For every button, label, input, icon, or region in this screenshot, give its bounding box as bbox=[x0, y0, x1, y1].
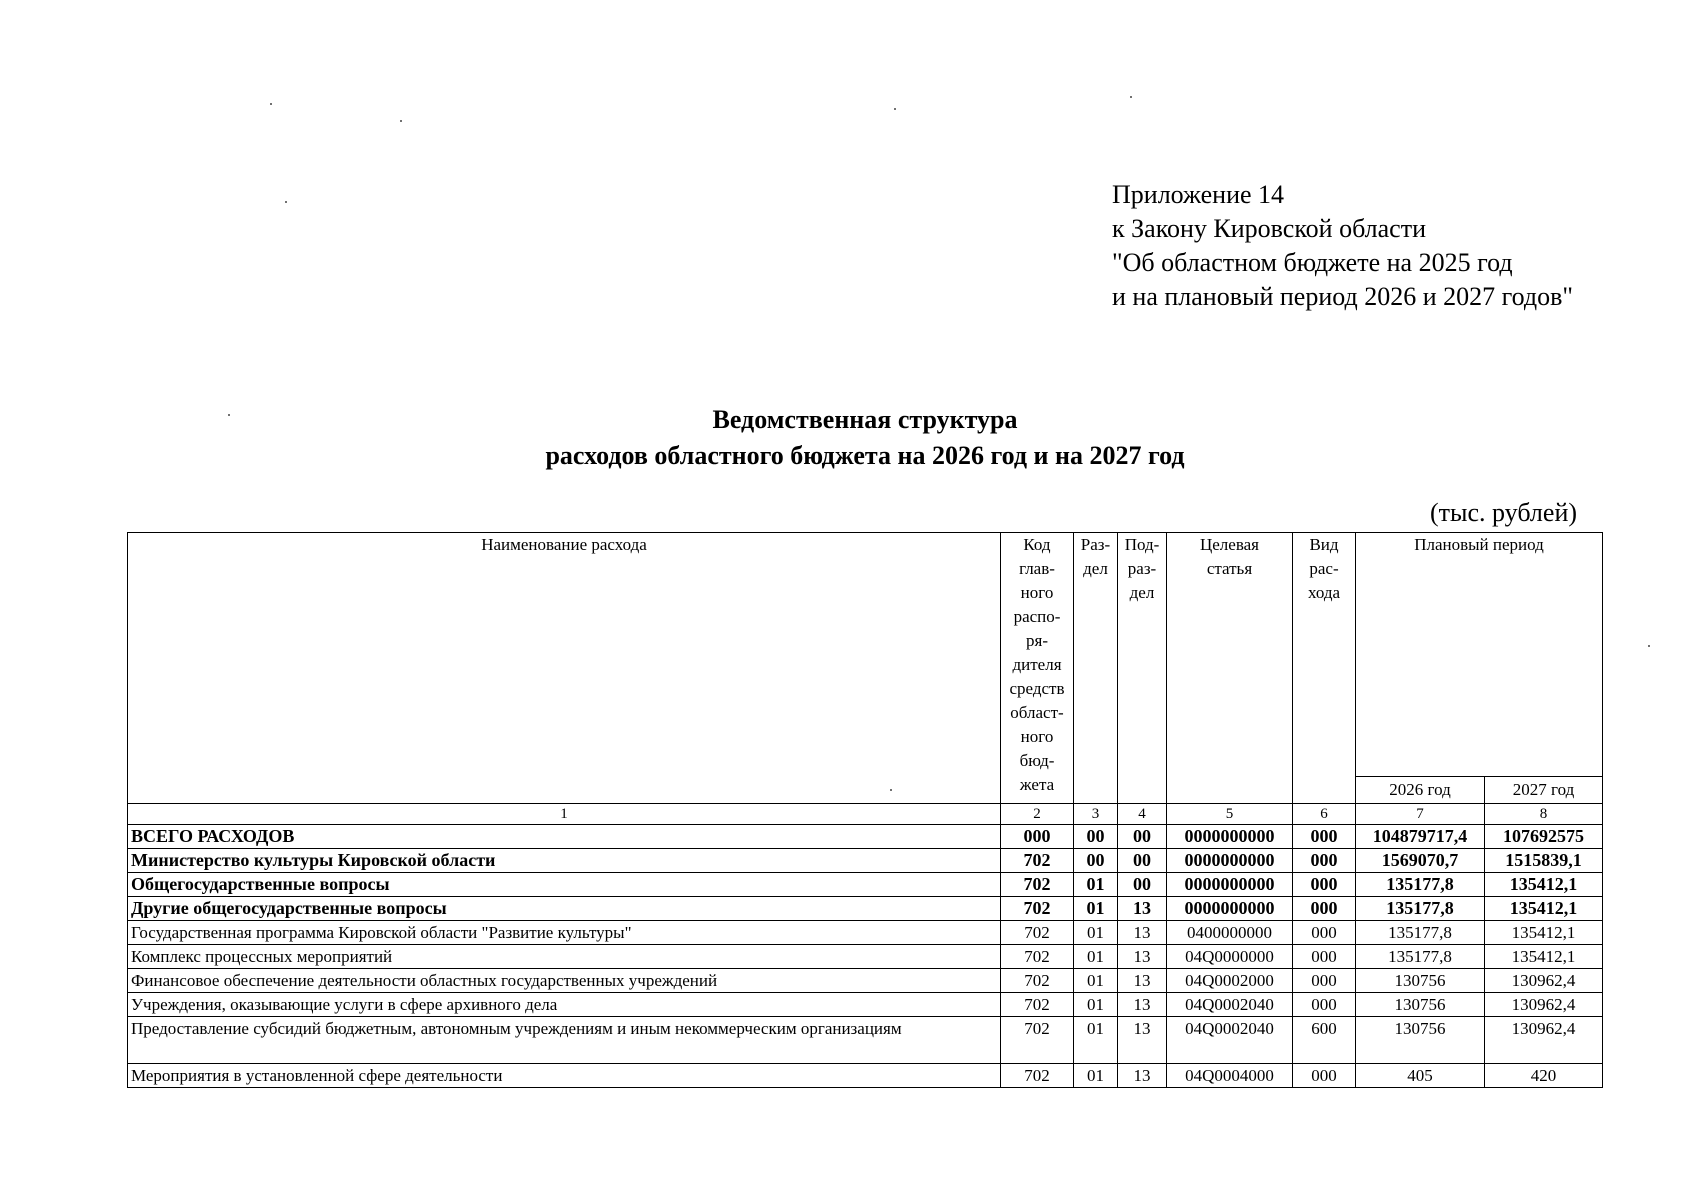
row-2026: 405 bbox=[1356, 1064, 1485, 1088]
header-row bbox=[128, 533, 1603, 777]
table-row bbox=[128, 993, 1603, 1017]
column-numbers-row bbox=[128, 804, 1603, 825]
row-code: 702 bbox=[1001, 1017, 1074, 1064]
row-subsection: 13 bbox=[1118, 1017, 1167, 1064]
row-type: 000 bbox=[1293, 921, 1356, 945]
units-label: (тыс. рублей) bbox=[1430, 498, 1578, 527]
budget-table bbox=[127, 532, 1603, 1088]
row-section: 01 bbox=[1074, 921, 1118, 945]
row-2027: 130962,4 bbox=[1485, 993, 1603, 1017]
table-row bbox=[128, 825, 1603, 849]
row-section: 00 bbox=[1074, 825, 1118, 849]
row-name: Министерство культуры Кировской области bbox=[128, 849, 1001, 873]
row-name: Предоставление субсидий бюджетным, автономным учреждениям и иным некоммерческим организациям bbox=[128, 1017, 1001, 1064]
scan-speck bbox=[400, 120, 402, 122]
title-line-1: Ведомственная структура bbox=[712, 405, 1018, 434]
row-2027: 135412,1 bbox=[1485, 945, 1603, 969]
row-target: 0000000000 bbox=[1167, 825, 1293, 849]
row-target: 04Q0004000 bbox=[1167, 1064, 1293, 1088]
row-type: 600 bbox=[1293, 1017, 1356, 1064]
col-number: 5 bbox=[1167, 804, 1293, 825]
header-period: Плановый период bbox=[1356, 533, 1603, 777]
row-2027: 130962,4 bbox=[1485, 1017, 1603, 1064]
row-type: 000 bbox=[1293, 1064, 1356, 1088]
appendix-line-1: Приложение 14 bbox=[1112, 180, 1285, 209]
row-subsection: 13 bbox=[1118, 993, 1167, 1017]
scan-speck bbox=[270, 103, 272, 105]
scan-speck bbox=[1130, 96, 1132, 98]
col-number: 7 bbox=[1356, 804, 1485, 825]
row-name: Общегосударственные вопросы bbox=[128, 873, 1001, 897]
table-row bbox=[128, 897, 1603, 921]
row-subsection: 00 bbox=[1118, 825, 1167, 849]
col-number: 4 bbox=[1118, 804, 1167, 825]
row-subsection: 00 bbox=[1118, 849, 1167, 873]
col-number: 1 bbox=[128, 804, 1001, 825]
appendix-block bbox=[1112, 178, 1573, 314]
row-target: 0000000000 bbox=[1167, 897, 1293, 921]
col-number: 3 bbox=[1074, 804, 1118, 825]
row-2026: 135177,8 bbox=[1356, 921, 1485, 945]
row-2026: 135177,8 bbox=[1356, 945, 1485, 969]
row-subsection: 13 bbox=[1118, 921, 1167, 945]
table-row bbox=[128, 945, 1603, 969]
scan-speck bbox=[1648, 645, 1650, 647]
row-subsection: 13 bbox=[1118, 1064, 1167, 1088]
scan-speck bbox=[890, 789, 892, 791]
header-name bbox=[128, 533, 1001, 804]
row-2026: 135177,8 bbox=[1356, 873, 1485, 897]
header-code: Код глав- ного распо- ря- дителя средств област- ного бюд- жета bbox=[1001, 533, 1074, 804]
row-2027: 135412,1 bbox=[1485, 897, 1603, 921]
row-code: 000 bbox=[1001, 825, 1074, 849]
row-type: 000 bbox=[1293, 993, 1356, 1017]
row-subsection: 13 bbox=[1118, 945, 1167, 969]
col-number: 2 bbox=[1001, 804, 1074, 825]
row-code: 702 bbox=[1001, 873, 1074, 897]
row-name: Государственная программа Кировской области "Развитие культуры" bbox=[128, 921, 1001, 945]
scan-speck bbox=[228, 414, 230, 416]
row-target: 04Q0002040 bbox=[1167, 1017, 1293, 1064]
row-code: 702 bbox=[1001, 921, 1074, 945]
row-section: 01 bbox=[1074, 897, 1118, 921]
row-section: 01 bbox=[1074, 1017, 1118, 1064]
table-row bbox=[128, 1064, 1603, 1088]
row-2026: 1569070,7 bbox=[1356, 849, 1485, 873]
row-type: 000 bbox=[1293, 945, 1356, 969]
header-subsection: Под- раз- дел bbox=[1118, 533, 1167, 804]
row-name: Мероприятия в установленной сфере деятельности bbox=[128, 1064, 1001, 1088]
header-target: Целевая статья bbox=[1167, 533, 1293, 804]
row-2027: 1515839,1 bbox=[1485, 849, 1603, 873]
row-target: 04Q0002040 bbox=[1167, 993, 1293, 1017]
row-code: 702 bbox=[1001, 969, 1074, 993]
row-2027: 135412,1 bbox=[1485, 873, 1603, 897]
row-2027: 130962,4 bbox=[1485, 969, 1603, 993]
row-code: 702 bbox=[1001, 945, 1074, 969]
header-type: Вид рас- хода bbox=[1293, 533, 1356, 804]
row-target: 0400000000 bbox=[1167, 921, 1293, 945]
title-line-2: расходов областного бюджета на 2026 год и на 2027 год bbox=[545, 441, 1185, 470]
row-type: 000 bbox=[1293, 825, 1356, 849]
row-target: 0000000000 bbox=[1167, 849, 1293, 873]
row-2027: 107692575 bbox=[1485, 825, 1603, 849]
row-2026: 104879717,4 bbox=[1356, 825, 1485, 849]
row-code: 702 bbox=[1001, 897, 1074, 921]
row-2026: 130756 bbox=[1356, 1017, 1485, 1064]
row-2026: 130756 bbox=[1356, 969, 1485, 993]
row-section: 00 bbox=[1074, 849, 1118, 873]
appendix-line-4: и на плановый период 2026 и 2027 годов" bbox=[1112, 282, 1574, 311]
row-section: 01 bbox=[1074, 1064, 1118, 1088]
row-target: 04Q0000000 bbox=[1167, 945, 1293, 969]
row-name: Финансовое обеспечение деятельности областных государственных учреждений bbox=[128, 969, 1001, 993]
document-title bbox=[0, 402, 1690, 474]
row-type: 000 bbox=[1293, 897, 1356, 921]
table-row bbox=[128, 921, 1603, 945]
row-name: Комплекс процессных мероприятий bbox=[128, 945, 1001, 969]
row-code: 702 bbox=[1001, 849, 1074, 873]
appendix-line-3: "Об областном бюджете на 2025 год bbox=[1112, 248, 1513, 277]
row-name: Другие общегосударственные вопросы bbox=[128, 897, 1001, 921]
row-code: 702 bbox=[1001, 993, 1074, 1017]
table-row bbox=[128, 969, 1603, 993]
appendix-line-2: к Закону Кировской области bbox=[1112, 214, 1426, 243]
scan-speck bbox=[894, 108, 896, 110]
table-row bbox=[128, 1017, 1603, 1064]
row-section: 01 bbox=[1074, 945, 1118, 969]
row-type: 000 bbox=[1293, 849, 1356, 873]
row-section: 01 bbox=[1074, 993, 1118, 1017]
row-subsection: 13 bbox=[1118, 897, 1167, 921]
header-year-2027: 2027 год bbox=[1485, 777, 1603, 804]
row-type: 000 bbox=[1293, 873, 1356, 897]
row-target: 04Q0002000 bbox=[1167, 969, 1293, 993]
header-year-2026: 2026 год bbox=[1356, 777, 1485, 804]
row-type: 000 bbox=[1293, 969, 1356, 993]
row-code: 702 bbox=[1001, 1064, 1074, 1088]
row-2026: 135177,8 bbox=[1356, 897, 1485, 921]
header-section: Раз- дел bbox=[1074, 533, 1118, 804]
col-number: 6 bbox=[1293, 804, 1356, 825]
row-2026: 130756 bbox=[1356, 993, 1485, 1017]
row-name: ВСЕГО РАСХОДОВ bbox=[128, 825, 1001, 849]
row-section: 01 bbox=[1074, 873, 1118, 897]
row-subsection: 13 bbox=[1118, 969, 1167, 993]
col-number: 8 bbox=[1485, 804, 1603, 825]
row-section: 01 bbox=[1074, 969, 1118, 993]
row-2027: 420 bbox=[1485, 1064, 1603, 1088]
table-row bbox=[128, 849, 1603, 873]
row-target: 0000000000 bbox=[1167, 873, 1293, 897]
header-name-label: Наименование расхода bbox=[481, 535, 647, 554]
row-name: Учреждения, оказывающие услуги в сфере архивного дела bbox=[128, 993, 1001, 1017]
scan-speck bbox=[285, 201, 287, 203]
table-row bbox=[128, 873, 1603, 897]
row-subsection: 00 bbox=[1118, 873, 1167, 897]
row-2027: 135412,1 bbox=[1485, 921, 1603, 945]
